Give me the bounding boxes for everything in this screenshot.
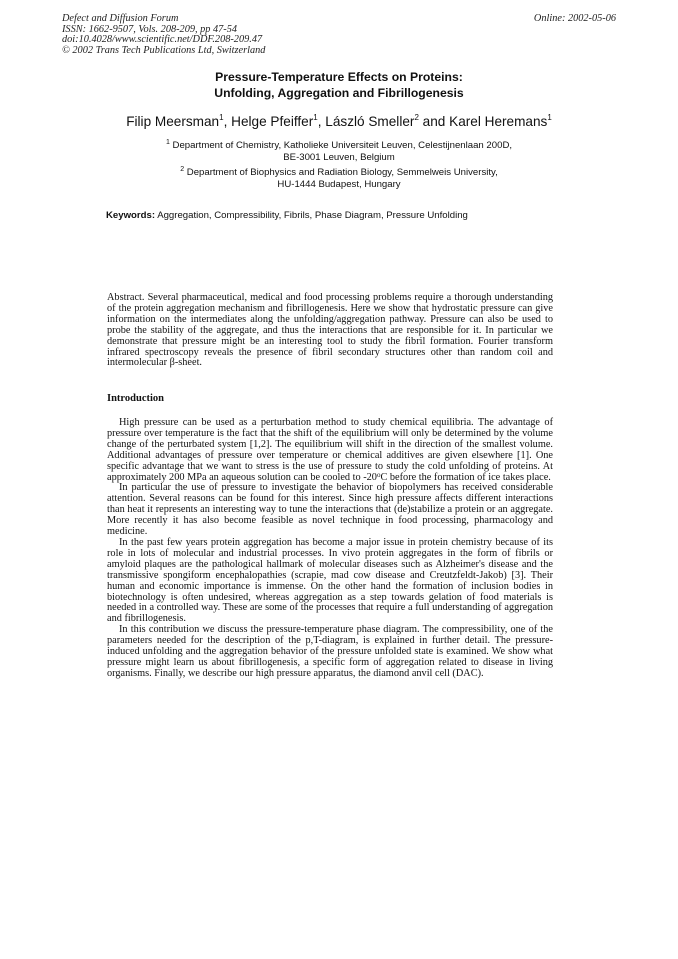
affiliation-line: BE-3001 Leuven, Belgium bbox=[283, 152, 395, 163]
keywords bbox=[106, 210, 606, 222]
paragraph bbox=[107, 418, 553, 483]
keywords-text: Aggregation, Compressibility, Fibrils, Phase Diagram, Pressure Unfolding bbox=[157, 210, 468, 221]
doi-link[interactable]: doi:10.4028/www.scientific.net/DDF.208-209.47 bbox=[62, 34, 263, 46]
introduction-body bbox=[107, 418, 553, 680]
introduction-heading: Introduction bbox=[107, 393, 164, 404]
keywords-label: Keywords: bbox=[106, 210, 156, 221]
online-date: Online: 2002-05-06 bbox=[533, 13, 616, 24]
author-separator: , bbox=[317, 114, 326, 129]
title-line-2: Unfolding, Aggregation and Fibrillogenesis bbox=[214, 86, 464, 100]
title-line-1: Pressure-Temperature Effects on Proteins: bbox=[215, 70, 463, 84]
author-name: Filip Meersman bbox=[126, 114, 220, 129]
author-name: László Smeller bbox=[325, 114, 415, 129]
paper-title bbox=[0, 69, 678, 101]
author-separator: , bbox=[223, 114, 232, 129]
paragraph: In particular the use of pressure to investigate the behavior of biopolymers has received considerable attention. Several reasons can be found for this interest. Since high pressure affects different interactions than heat it represents an interesting way to tune the interactions that (de)stabilize a protein or an aggregate. More recently it has also become feasible as novel technique in food processing, pharmacology and medicine. bbox=[107, 482, 553, 538]
affiliation-line: HU-1444 Budapest, Hungary bbox=[277, 179, 401, 190]
paragraph: In this contribution we discuss the pressure-temperature phase diagram. The compressibility, one of the parameters needed for the description of the p,T-diagram, is explained in further detail. The pressure-induced unfolding and the aggregation behavior of the pressure unfolded state is examined. We show what pressure might learn us about fibrillogenesis, a specific form of aggregation related to disease in living organisms. Finally, we describe our high pressure apparatus, the diamond anvil cell (DAC). bbox=[107, 624, 553, 679]
journal-header bbox=[62, 14, 265, 56]
author-affiliation-mark: 2 bbox=[414, 113, 419, 122]
degree-mark: o bbox=[376, 470, 381, 479]
author-separator: and bbox=[418, 114, 450, 129]
paragraph-text: C before the formation of ice takes place. bbox=[380, 471, 551, 483]
affiliation-2 bbox=[0, 167, 678, 191]
paragraph: In the past few years protein aggregation has become a major issue in protein chemistry because of its role in lots of molecular and industrial processes. In vivo protein aggregates in the form of fibrils or amyloid plaques are the pathological hallmark of molecular diseases such as Alzheimer's disease and the transmissive spongiform encephalopathies (scrapie, mad cow disease and Creutzfeldt-Jakob) [3]. Their human and economic importance is immense. On the other hand the formation of inclusion bodies in biotechnology is often undesired, whereas aggregation as a step towards gelation of food materials is needed in a controlled way. These are some of the processes that require a full understanding of aggregation and fibrillogenesis. bbox=[107, 536, 553, 625]
paragraph-text: High pressure can be used as a perturbation method to study chemical equilibria. The advantage of pressure over temperature is the fact that the shift of the equilibrium will only be determined by the volume change of the perturbated system [1,2]. The equilibrium will shift in the direction of the smallest volume. Additional advantages of pressure over temperature or chemical additives are given elsewhere [1]. One specific advantage that we want to stress is the use of pressure to study the cold unfolding of proteins. At approximately 200 MPa an aqueous solution can be cooled to -20 bbox=[107, 417, 553, 483]
issn-line: ISSN: 1662-9507, Vols. 208-209, pp 47-54 bbox=[62, 23, 238, 35]
affiliation-mark: 2 bbox=[180, 166, 185, 173]
author-name: Karel Heremans bbox=[449, 114, 548, 129]
author-affiliation-mark: 1 bbox=[547, 113, 552, 122]
author-name: Helge Pfeiffer bbox=[231, 114, 314, 129]
author-list bbox=[0, 114, 678, 130]
abstract: Abstract. Several pharmaceutical, medical and food processing problems require a thorough understanding of the protein aggregation mechanism and fibrillogenesis. Here we show that hydrostatic pressure can give information on the intermediates along the unfolding/aggregation pathway. Pressure can also be used to probe the stability of the aggregate, and thus the interactions that are responsible for it. In particular we demonstrate that pressure might be an interesting tool to study the fibril formation. Fourier transform infrared spectroscopy reveals the presence of fibril secondary structures other than random coil and intermolecular β-sheet. bbox=[107, 292, 553, 369]
affiliation-1 bbox=[0, 140, 678, 164]
affiliation-line: Department of Biophysics and Radiation Biology, Semmelweis University, bbox=[186, 167, 498, 178]
author-affiliation-mark: 1 bbox=[313, 113, 318, 122]
affiliation-mark: 1 bbox=[165, 139, 170, 146]
copyright-line: © 2002 Trans Tech Publications Ltd, Switzerland bbox=[62, 44, 266, 56]
journal-name: Defect and Diffusion Forum bbox=[62, 13, 179, 24]
author-affiliation-mark: 1 bbox=[219, 113, 224, 122]
affiliation-line: Department of Chemistry, Katholieke Universiteit Leuven, Celestijnenlaan 200D, bbox=[172, 140, 513, 151]
